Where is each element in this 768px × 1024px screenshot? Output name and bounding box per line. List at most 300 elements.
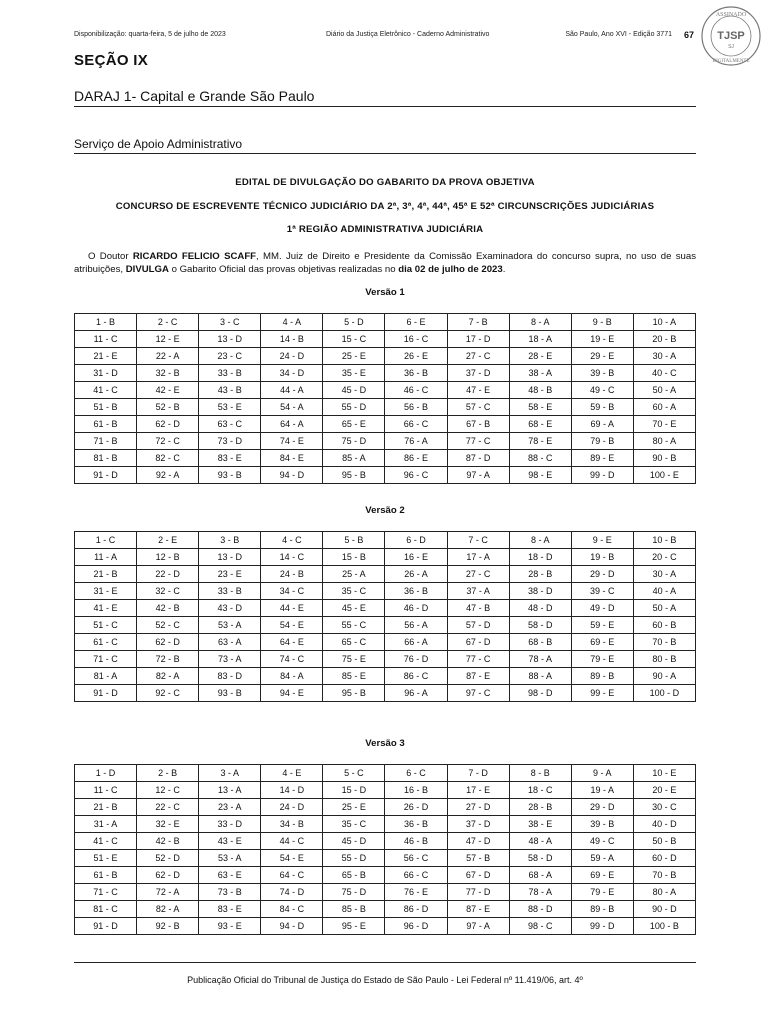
answer-cell: 71 - B [75, 433, 137, 450]
answer-cell: 31 - A [75, 816, 137, 833]
answer-cell: 40 - A [633, 583, 695, 600]
answer-cell: 76 - D [385, 651, 447, 668]
answer-row [75, 850, 696, 867]
answer-cell: 54 - E [261, 850, 323, 867]
answer-row [75, 833, 696, 850]
answer-cell: 7 - D [447, 765, 509, 782]
answer-cell: 40 - C [633, 365, 695, 382]
answer-cell: 99 - D [571, 467, 633, 484]
answer-cell: 61 - B [75, 867, 137, 884]
answer-cell: 32 - C [137, 583, 199, 600]
answer-cell: 15 - C [323, 331, 385, 348]
answer-cell: 13 - A [199, 782, 261, 799]
answer-row [75, 600, 696, 617]
answer-cell: 5 - C [323, 765, 385, 782]
paragraph-text: O Doutor [88, 251, 133, 262]
answer-cell: 38 - A [509, 365, 571, 382]
paragraph-text: , MM. Juiz de Direito e Presidente da Comissão Examinadora do concurso supra, no uso de suas atribuições, [74, 251, 696, 275]
answer-cell: 85 - E [323, 668, 385, 685]
answer-cell: 12 - E [137, 331, 199, 348]
answer-row [75, 566, 696, 583]
seal-top-text: ASSINADO [715, 12, 747, 18]
concurso-title: CONCURSO DE ESCREVENTE TÉCNICO JUDICIÁRIO DA 2ª, 3ª, 4ª, 44ª, 45ª E 52ª CIRCUNSCRIÇÕES JUDICIÁRIAS [115, 201, 655, 212]
exam-date: dia 02 de julho de 2023 [398, 264, 503, 275]
answer-cell: 53 - A [199, 617, 261, 634]
answer-cell: 25 - E [323, 799, 385, 816]
answer-cell: 21 - E [75, 348, 137, 365]
answer-cell: 74 - D [261, 884, 323, 901]
answer-table-v3 [74, 764, 696, 935]
answer-cell: 11 - C [75, 331, 137, 348]
answer-cell: 82 - A [137, 668, 199, 685]
answer-cell: 75 - D [323, 433, 385, 450]
answer-row [75, 867, 696, 884]
answer-cell: 26 - E [385, 348, 447, 365]
answer-cell: 81 - A [75, 668, 137, 685]
answer-cell: 91 - D [75, 467, 137, 484]
answer-cell: 50 - A [633, 600, 695, 617]
answer-cell: 85 - B [323, 901, 385, 918]
daraj-title: DARAJ 1- Capital e Grande São Paulo [74, 88, 315, 104]
answer-cell: 52 - D [137, 850, 199, 867]
answer-cell: 72 - A [137, 884, 199, 901]
answer-cell: 87 - E [447, 901, 509, 918]
answer-cell: 64 - A [261, 416, 323, 433]
answer-row [75, 918, 696, 935]
answer-cell: 46 - D [385, 600, 447, 617]
answer-row [75, 901, 696, 918]
answer-cell: 21 - B [75, 799, 137, 816]
answer-cell: 8 - B [509, 765, 571, 782]
answer-cell: 23 - C [199, 348, 261, 365]
answer-cell: 55 - D [323, 399, 385, 416]
answer-row [75, 799, 696, 816]
answer-cell: 98 - D [509, 685, 571, 702]
answer-row [75, 685, 696, 702]
answer-cell: 46 - B [385, 833, 447, 850]
answer-cell: 88 - A [509, 668, 571, 685]
answer-cell: 40 - D [633, 816, 695, 833]
footer-divider [74, 962, 696, 963]
answer-cell: 14 - B [261, 331, 323, 348]
answer-cell: 5 - D [323, 314, 385, 331]
answer-row [75, 331, 696, 348]
answer-cell: 58 - E [509, 399, 571, 416]
answer-cell: 19 - E [571, 331, 633, 348]
answer-row [75, 416, 696, 433]
answer-cell: 80 - A [633, 884, 695, 901]
answer-row [75, 399, 696, 416]
answer-cell: 75 - D [323, 884, 385, 901]
answer-row [75, 450, 696, 467]
answer-row [75, 348, 696, 365]
answer-cell: 35 - C [323, 583, 385, 600]
answer-cell: 97 - C [447, 685, 509, 702]
answer-cell: 99 - E [571, 685, 633, 702]
version-3-label: Versão 3 [365, 738, 405, 749]
answer-cell: 45 - D [323, 833, 385, 850]
answer-cell: 72 - B [137, 651, 199, 668]
answer-cell: 12 - C [137, 782, 199, 799]
answer-cell: 51 - E [75, 850, 137, 867]
answer-cell: 51 - B [75, 399, 137, 416]
answer-cell: 41 - E [75, 600, 137, 617]
answer-cell: 2 - C [137, 314, 199, 331]
answer-cell: 76 - E [385, 884, 447, 901]
answer-cell: 33 - B [199, 365, 261, 382]
answer-cell: 17 - A [447, 549, 509, 566]
answer-cell: 38 - E [509, 816, 571, 833]
answer-cell: 53 - E [199, 399, 261, 416]
answer-row [75, 467, 696, 484]
answer-cell: 68 - A [509, 867, 571, 884]
answer-cell: 60 - D [633, 850, 695, 867]
answer-cell: 5 - B [323, 532, 385, 549]
page-footer: Publicação Oficial do Tribunal de Justiça do Estado de São Paulo - Lei Federal nº 11.419/06, art. 4º [187, 975, 583, 985]
answer-cell: 58 - D [509, 850, 571, 867]
answer-cell: 96 - A [385, 685, 447, 702]
answer-row [75, 634, 696, 651]
answer-cell: 4 - C [261, 532, 323, 549]
answer-cell: 91 - D [75, 918, 137, 935]
answer-cell: 68 - B [509, 634, 571, 651]
answer-cell: 71 - C [75, 884, 137, 901]
answer-cell: 41 - C [75, 833, 137, 850]
answer-cell: 26 - D [385, 799, 447, 816]
answer-cell: 49 - C [571, 382, 633, 399]
answer-cell: 13 - D [199, 331, 261, 348]
answer-cell: 16 - C [385, 331, 447, 348]
answer-cell: 69 - E [571, 867, 633, 884]
answer-cell: 23 - E [199, 566, 261, 583]
answer-cell: 4 - A [261, 314, 323, 331]
header-journal: Diário da Justiça Eletrônico - Caderno Administrativo [326, 31, 490, 38]
answer-cell: 70 - E [633, 416, 695, 433]
version-2-label: Versão 2 [365, 505, 405, 516]
answer-cell: 48 - A [509, 833, 571, 850]
answer-cell: 18 - C [509, 782, 571, 799]
answer-cell: 30 - A [633, 348, 695, 365]
answer-cell: 32 - B [137, 365, 199, 382]
answer-cell: 20 - E [633, 782, 695, 799]
answer-cell: 57 - D [447, 617, 509, 634]
answer-cell: 65 - C [323, 634, 385, 651]
answer-cell: 64 - C [261, 867, 323, 884]
answer-cell: 11 - C [75, 782, 137, 799]
answer-cell: 15 - D [323, 782, 385, 799]
answer-cell: 37 - A [447, 583, 509, 600]
servico-title: Serviço de Apoio Administrativo [74, 137, 243, 151]
answer-row [75, 782, 696, 799]
answer-cell: 77 - C [447, 433, 509, 450]
answer-row [75, 433, 696, 450]
answer-cell: 90 - B [633, 450, 695, 467]
answer-cell: 88 - C [509, 450, 571, 467]
answer-cell: 55 - D [323, 850, 385, 867]
answer-cell: 95 - E [323, 918, 385, 935]
answer-cell: 2 - B [137, 765, 199, 782]
answer-cell: 65 - B [323, 867, 385, 884]
answer-cell: 94 - D [261, 918, 323, 935]
page-header [74, 31, 694, 45]
answer-cell: 79 - E [571, 651, 633, 668]
divider [74, 106, 696, 107]
header-date: Disponibilização: quarta-feira, 5 de julho de 2023 [74, 31, 226, 38]
answer-cell: 67 - B [447, 416, 509, 433]
answer-cell: 16 - E [385, 549, 447, 566]
answer-row [75, 668, 696, 685]
answer-cell: 76 - A [385, 433, 447, 450]
answer-cell: 42 - E [137, 382, 199, 399]
answer-cell: 86 - C [385, 668, 447, 685]
answer-cell: 6 - D [385, 532, 447, 549]
answer-cell: 72 - C [137, 433, 199, 450]
answer-cell: 67 - D [447, 634, 509, 651]
answer-cell: 87 - E [447, 668, 509, 685]
answer-cell: 69 - A [571, 416, 633, 433]
answer-cell: 74 - E [261, 433, 323, 450]
answer-cell: 82 - A [137, 901, 199, 918]
answer-cell: 47 - B [447, 600, 509, 617]
answer-row [75, 583, 696, 600]
answer-cell: 9 - B [571, 314, 633, 331]
answer-cell: 56 - A [385, 617, 447, 634]
answer-cell: 54 - E [261, 617, 323, 634]
answer-cell: 35 - C [323, 816, 385, 833]
answer-cell: 45 - E [323, 600, 385, 617]
answer-cell: 49 - D [571, 600, 633, 617]
answer-cell: 67 - D [447, 867, 509, 884]
answer-cell: 34 - C [261, 583, 323, 600]
answer-cell: 83 - E [199, 901, 261, 918]
answer-cell: 21 - B [75, 566, 137, 583]
answer-cell: 43 - D [199, 600, 261, 617]
answer-cell: 65 - E [323, 416, 385, 433]
answer-cell: 8 - A [509, 532, 571, 549]
answer-cell: 61 - C [75, 634, 137, 651]
answer-row [75, 884, 696, 901]
answer-cell: 31 - E [75, 583, 137, 600]
answer-cell: 13 - D [199, 549, 261, 566]
answer-cell: 63 - A [199, 634, 261, 651]
answer-cell: 73 - B [199, 884, 261, 901]
answer-cell: 93 - B [199, 467, 261, 484]
answer-cell: 14 - C [261, 549, 323, 566]
answer-row [75, 549, 696, 566]
answer-cell: 62 - D [137, 634, 199, 651]
answer-cell: 61 - B [75, 416, 137, 433]
answer-cell: 98 - C [509, 918, 571, 935]
answer-cell: 27 - D [447, 799, 509, 816]
answer-cell: 2 - E [137, 532, 199, 549]
edital-title: EDITAL DE DIVULGAÇÃO DO GABARITO DA PROVA OBJETIVA [235, 177, 535, 188]
answer-cell: 71 - C [75, 651, 137, 668]
answer-cell: 18 - D [509, 549, 571, 566]
section-title: SEÇÃO IX [74, 52, 149, 69]
answer-cell: 39 - C [571, 583, 633, 600]
answer-cell: 15 - B [323, 549, 385, 566]
answer-cell: 20 - B [633, 331, 695, 348]
header-edition: São Paulo, Ano XVI - Edição 3771 [565, 31, 672, 38]
answer-cell: 95 - B [323, 467, 385, 484]
answer-cell: 75 - E [323, 651, 385, 668]
answer-cell: 17 - E [447, 782, 509, 799]
answer-cell: 77 - D [447, 884, 509, 901]
answer-cell: 78 - A [509, 651, 571, 668]
answer-cell: 84 - C [261, 901, 323, 918]
answer-row [75, 617, 696, 634]
version-1-label: Versão 1 [365, 287, 405, 298]
answer-cell: 52 - B [137, 399, 199, 416]
answer-cell: 25 - A [323, 566, 385, 583]
answer-cell: 93 - E [199, 918, 261, 935]
answer-cell: 37 - D [447, 816, 509, 833]
answer-cell: 64 - E [261, 634, 323, 651]
answer-cell: 83 - E [199, 450, 261, 467]
answer-cell: 63 - E [199, 867, 261, 884]
answer-cell: 73 - A [199, 651, 261, 668]
answer-cell: 37 - D [447, 365, 509, 382]
answer-cell: 80 - B [633, 651, 695, 668]
answer-cell: 60 - B [633, 617, 695, 634]
answer-cell: 94 - E [261, 685, 323, 702]
answer-cell: 34 - D [261, 365, 323, 382]
answer-cell: 19 - A [571, 782, 633, 799]
answer-cell: 97 - A [447, 918, 509, 935]
answer-cell: 44 - C [261, 833, 323, 850]
answer-cell: 29 - E [571, 348, 633, 365]
answer-cell: 86 - D [385, 901, 447, 918]
answer-cell: 39 - B [571, 365, 633, 382]
answer-cell: 8 - A [509, 314, 571, 331]
seal-center-text: TJSP [717, 30, 745, 42]
answer-cell: 24 - D [261, 348, 323, 365]
answer-cell: 17 - D [447, 331, 509, 348]
seal-bottom-text: DIGITALMENTE [712, 59, 750, 64]
answer-cell: 82 - C [137, 450, 199, 467]
answer-cell: 95 - B [323, 685, 385, 702]
answer-cell: 60 - A [633, 399, 695, 416]
answer-cell: 28 - B [509, 566, 571, 583]
answer-cell: 91 - D [75, 685, 137, 702]
answer-cell: 6 - E [385, 314, 447, 331]
answer-cell: 78 - E [509, 433, 571, 450]
answer-cell: 55 - C [323, 617, 385, 634]
answer-cell: 10 - B [633, 532, 695, 549]
answer-cell: 43 - E [199, 833, 261, 850]
answer-cell: 56 - B [385, 399, 447, 416]
answer-cell: 12 - B [137, 549, 199, 566]
answer-cell: 84 - A [261, 668, 323, 685]
answer-cell: 83 - D [199, 668, 261, 685]
answer-cell: 45 - D [323, 382, 385, 399]
answer-table-v2 [74, 531, 696, 702]
answer-cell: 57 - B [447, 850, 509, 867]
answer-cell: 59 - E [571, 617, 633, 634]
answer-cell: 97 - A [447, 467, 509, 484]
answer-cell: 29 - D [571, 566, 633, 583]
answer-cell: 38 - D [509, 583, 571, 600]
answer-cell: 74 - C [261, 651, 323, 668]
answer-cell: 80 - A [633, 433, 695, 450]
answer-cell: 30 - C [633, 799, 695, 816]
answer-cell: 24 - B [261, 566, 323, 583]
answer-cell: 69 - E [571, 634, 633, 651]
answer-cell: 56 - C [385, 850, 447, 867]
answer-cell: 79 - B [571, 433, 633, 450]
answer-cell: 100 - E [633, 467, 695, 484]
answer-cell: 50 - A [633, 382, 695, 399]
answer-cell: 96 - C [385, 467, 447, 484]
answer-cell: 42 - B [137, 600, 199, 617]
answer-cell: 29 - D [571, 799, 633, 816]
answer-cell: 31 - D [75, 365, 137, 382]
answer-cell: 10 - E [633, 765, 695, 782]
answer-cell: 49 - C [571, 833, 633, 850]
answer-cell: 62 - D [137, 867, 199, 884]
answer-cell: 34 - B [261, 816, 323, 833]
answer-cell: 30 - A [633, 566, 695, 583]
answer-cell: 47 - E [447, 382, 509, 399]
answer-cell: 89 - B [571, 668, 633, 685]
answer-cell: 33 - D [199, 816, 261, 833]
answer-cell: 93 - B [199, 685, 261, 702]
answer-cell: 22 - C [137, 799, 199, 816]
answer-cell: 36 - B [385, 583, 447, 600]
answer-cell: 26 - A [385, 566, 447, 583]
answer-cell: 78 - A [509, 884, 571, 901]
answer-cell: 27 - C [447, 348, 509, 365]
answer-row [75, 532, 696, 549]
answer-cell: 10 - A [633, 314, 695, 331]
answer-cell: 54 - A [261, 399, 323, 416]
answer-cell: 77 - C [447, 651, 509, 668]
answer-cell: 36 - B [385, 816, 447, 833]
answer-cell: 89 - B [571, 901, 633, 918]
edital-paragraph [74, 250, 696, 276]
answer-cell: 68 - E [509, 416, 571, 433]
answer-row [75, 816, 696, 833]
answer-cell: 50 - B [633, 833, 695, 850]
answer-cell: 100 - D [633, 685, 695, 702]
answer-cell: 6 - C [385, 765, 447, 782]
answer-cell: 66 - C [385, 416, 447, 433]
answer-cell: 19 - B [571, 549, 633, 566]
answer-cell: 1 - D [75, 765, 137, 782]
tjsp-seal-icon [700, 5, 762, 67]
answer-cell: 52 - C [137, 617, 199, 634]
answer-cell: 14 - D [261, 782, 323, 799]
answer-cell: 42 - B [137, 833, 199, 850]
answer-cell: 100 - B [633, 918, 695, 935]
judge-name: RICARDO FELICIO SCAFF [132, 251, 257, 262]
answer-row [75, 314, 696, 331]
answer-cell: 51 - C [75, 617, 137, 634]
answer-cell: 86 - E [385, 450, 447, 467]
answer-cell: 63 - C [199, 416, 261, 433]
answer-cell: 81 - C [75, 901, 137, 918]
answer-cell: 22 - D [137, 566, 199, 583]
answer-cell: 66 - C [385, 867, 447, 884]
answer-cell: 73 - D [199, 433, 261, 450]
answer-cell: 87 - D [447, 450, 509, 467]
answer-cell: 1 - C [75, 532, 137, 549]
answer-cell: 3 - B [199, 532, 261, 549]
answer-cell: 98 - E [509, 467, 571, 484]
answer-cell: 3 - A [199, 765, 261, 782]
answer-cell: 84 - E [261, 450, 323, 467]
answer-cell: 94 - D [261, 467, 323, 484]
